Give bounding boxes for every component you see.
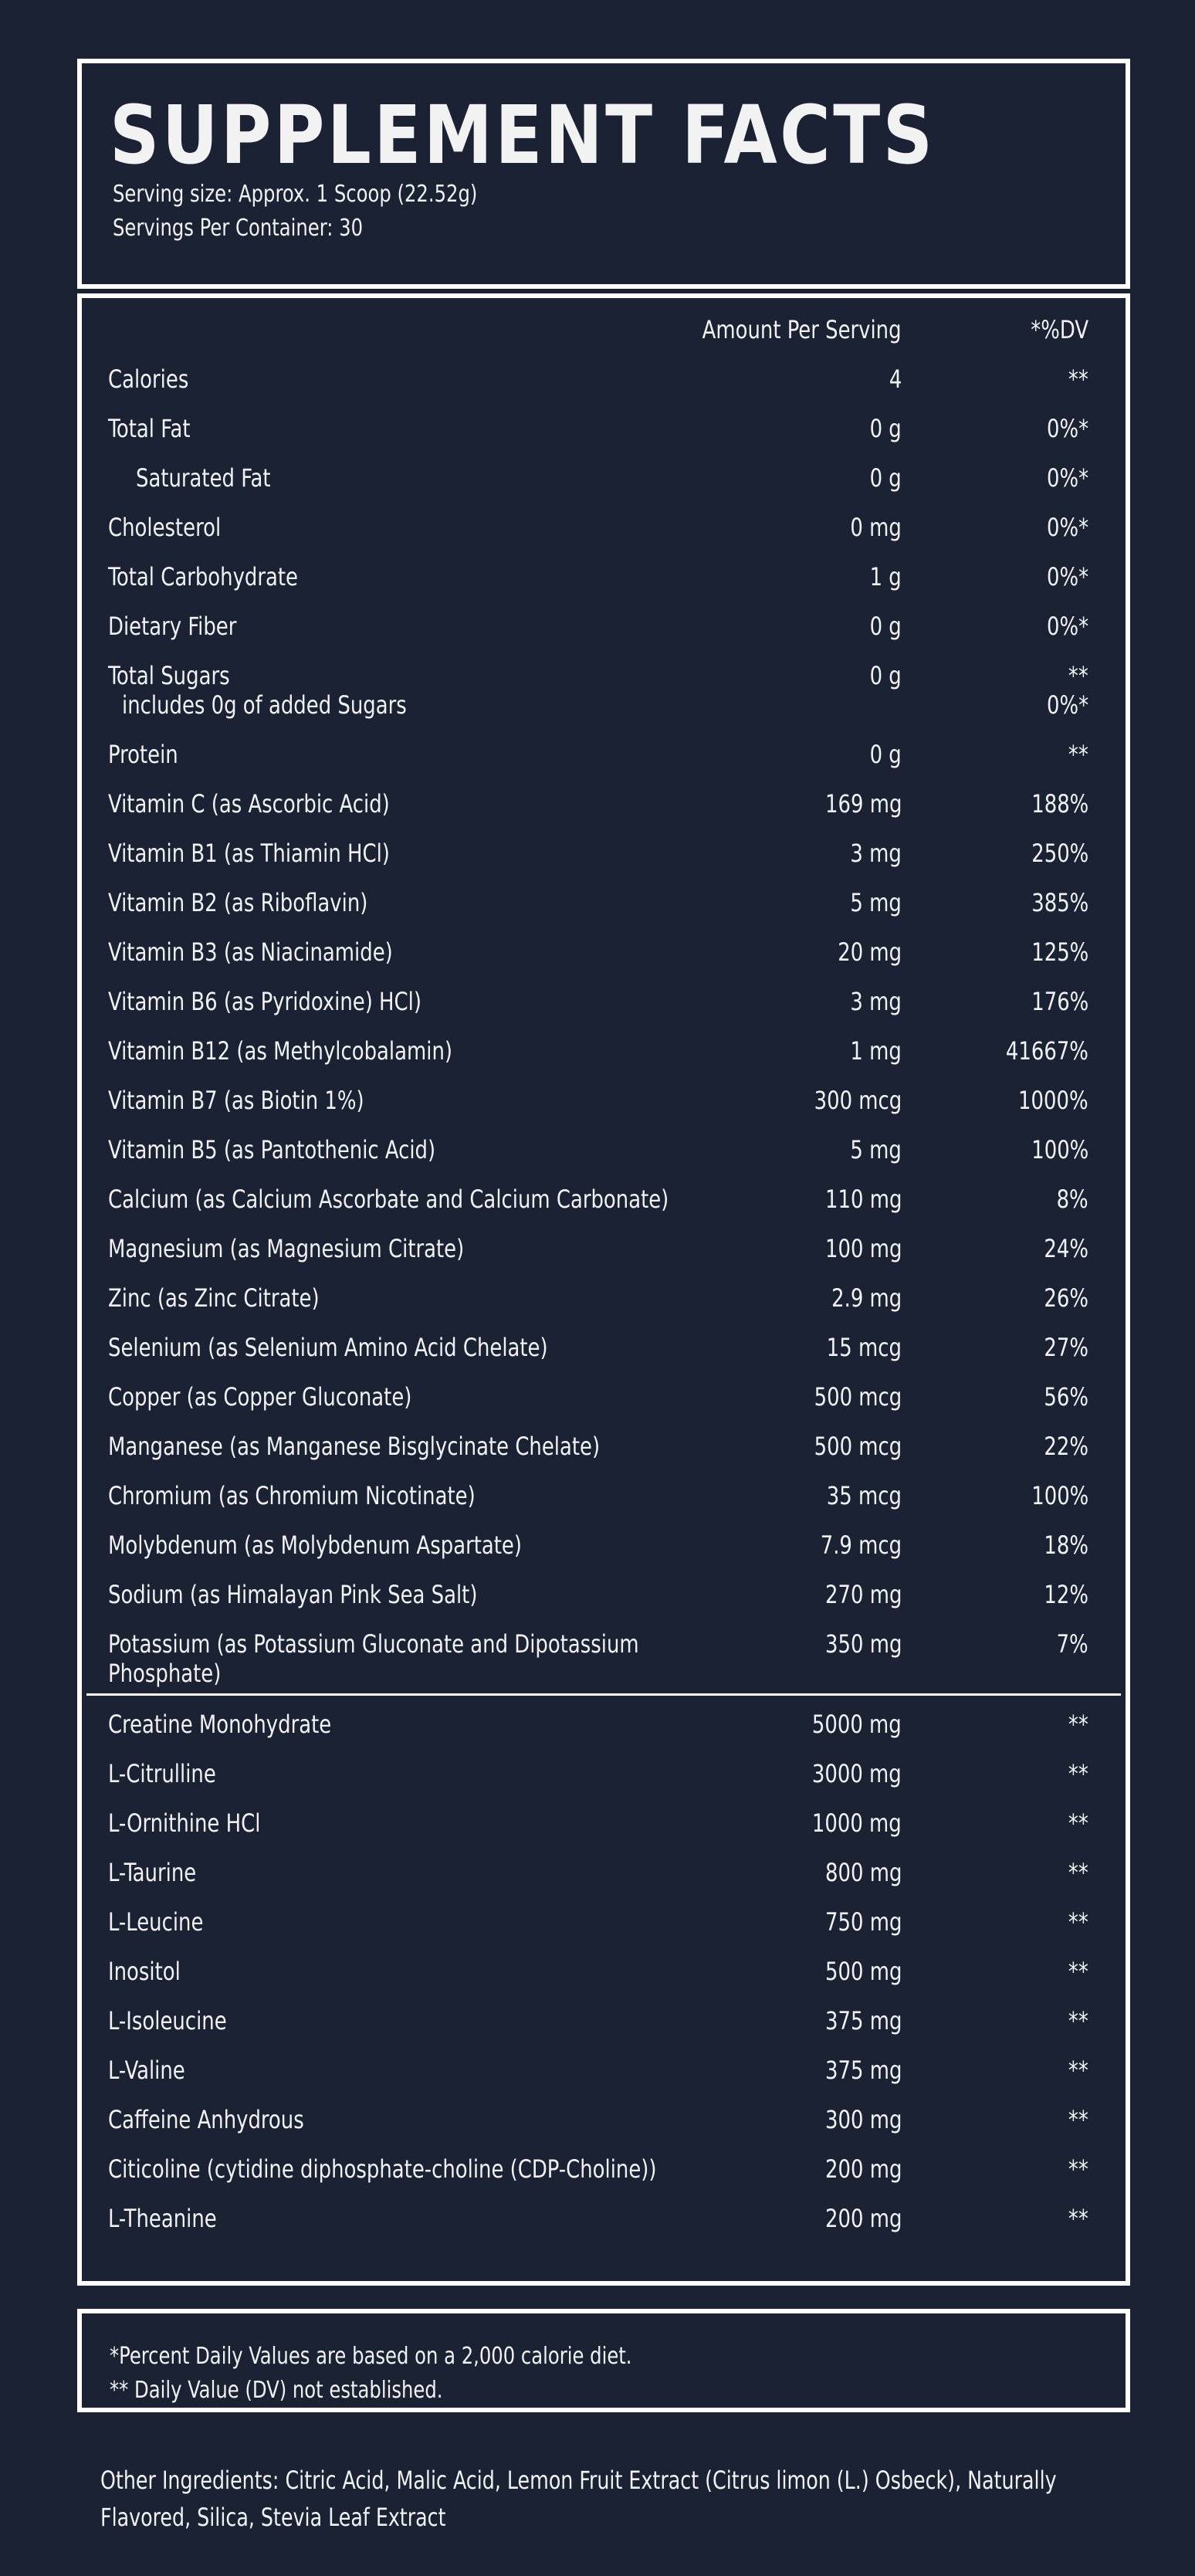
table-row — [86, 553, 1121, 598]
nutrient-name: Vitamin B12 (as Methylcobalamin) — [108, 1036, 452, 1066]
nutrient-dv: ** — [1068, 1808, 1088, 1838]
nutrient-dv: 0%* — [1046, 414, 1088, 443]
other-ingredients-line-2: Flavored, Silica, Stevia Leaf Extract — [100, 2503, 446, 2532]
nutrient-name: L-Isoleucine — [108, 2006, 227, 2035]
nutrient-dv: ** — [1068, 661, 1088, 690]
nutrient-dv: ** — [1068, 740, 1088, 769]
nutrient-amount: 0 g — [869, 661, 902, 690]
nutrient-name: Inositol — [108, 1957, 181, 1986]
nutrient-dv: 100% — [1031, 1135, 1088, 1164]
table-row — [86, 1225, 1121, 1269]
nutrient-dv: 1000% — [1018, 1086, 1088, 1115]
table-row — [86, 1422, 1121, 1467]
nutrient-dv: ** — [1068, 1710, 1088, 1739]
nutrient-name: Cholesterol — [108, 513, 222, 542]
nutrient-amount: 0 g — [869, 612, 902, 641]
nutrient-dv: 24% — [1044, 1234, 1088, 1263]
table-row — [86, 1799, 1121, 1844]
nutrient-name: L-Taurine — [108, 1858, 197, 1887]
nutrient-name: Dietary Fiber — [108, 612, 237, 641]
nutrient-dv: 27% — [1044, 1333, 1088, 1362]
table-row — [86, 1849, 1121, 1893]
nutrient-name: Vitamin B2 (as Riboflavin) — [108, 888, 368, 917]
nutrient-name: Protein — [108, 740, 178, 769]
nutrient-amount: 1 g — [869, 562, 902, 591]
nutrient-amount: 3 mg — [850, 987, 902, 1016]
footnote-daily-values: *Percent Daily Values are based on a 2,000 calorie diet. — [110, 2343, 632, 2370]
table-row — [86, 1997, 1121, 2042]
nutrient-name: Zinc (as Zinc Citrate) — [108, 1283, 320, 1313]
other-ingredients-line-1: Other Ingredients: Citric Acid, Malic Acid, Lemon Fruit Extract (Citrus limon (L.) Osbeck), Naturally — [100, 2466, 1057, 2495]
nutrient-amount: 300 mg — [824, 2105, 902, 2134]
nutrient-rows — [82, 355, 1126, 2239]
nutrient-dv: 250% — [1031, 839, 1088, 868]
nutrient-amount: 169 mg — [824, 789, 902, 819]
nutrient-amount: 20 mg — [838, 937, 902, 967]
nutrient-dv: 385% — [1031, 888, 1088, 917]
column-header-dv: *%DV — [1031, 315, 1088, 344]
nutrient-amount: 1 mg — [850, 1036, 902, 1066]
nutrient-name: Vitamin C (as Ascorbic Acid) — [108, 789, 390, 819]
other-ingredients — [100, 2462, 1181, 2536]
nutrient-name: Vitamin B6 (as Pyridoxine) HCl) — [108, 987, 421, 1016]
nutrient-amount: 375 mg — [824, 2006, 902, 2035]
table-row — [86, 2046, 1121, 2091]
table-row — [86, 2195, 1121, 2239]
nutrient-name: Sodium (as Himalayan Pink Sea Salt) — [108, 1580, 478, 1609]
table-row — [86, 1898, 1121, 1943]
nutrient-dv: ** — [1068, 1759, 1088, 1788]
nutrient-amount: 200 mg — [824, 2154, 902, 2184]
servings-per-container: Servings Per Container: 30 — [113, 215, 364, 242]
table-row — [86, 503, 1121, 548]
nutrient-dv: ** — [1068, 1907, 1088, 1937]
nutrient-name: Molybdenum (as Molybdenum Aspartate) — [108, 1530, 522, 1560]
nutrient-dv: ** — [1068, 2006, 1088, 2035]
nutrient-amount: 5 mg — [850, 888, 902, 917]
table-row — [86, 1027, 1121, 1072]
nutrient-name: L-Ornithine HCl — [108, 1808, 261, 1838]
nutrient-name: Vitamin B1 (as Thiamin HCl) — [108, 839, 390, 868]
nutrient-dv: 22% — [1044, 1432, 1088, 1461]
nutrient-amount: 350 mg — [824, 1629, 902, 1659]
nutrient-amount: 750 mg — [824, 1907, 902, 1937]
nutrient-amount: 4 — [889, 364, 902, 394]
table-row — [86, 454, 1121, 499]
nutrient-dv: 0%* — [1046, 513, 1088, 542]
nutrient-amount: 5 mg — [850, 1135, 902, 1164]
nutrient-name-continued: Phosphate) — [108, 1659, 222, 1688]
table-row — [86, 602, 1121, 647]
nutrient-name: Selenium (as Selenium Amino Acid Chelate) — [108, 1333, 548, 1362]
table-row — [86, 405, 1121, 449]
table-row — [86, 1175, 1121, 1220]
nutrient-name: L-Valine — [108, 2056, 185, 2085]
nutrient-name: Citicoline (cytidine diphosphate-choline (CDP-Choline)) — [108, 2154, 657, 2184]
table-row — [86, 1750, 1121, 1795]
serving-size: Serving size: Approx. 1 Scoop (22.52g) — [113, 181, 478, 208]
nutrient-table — [77, 293, 1130, 2286]
nutrient-name: Total Sugars — [108, 661, 230, 690]
nutrient-name: Vitamin B3 (as Niacinamide) — [108, 937, 393, 967]
nutrient-amount: 100 mg — [824, 1234, 902, 1263]
table-row — [86, 1472, 1121, 1517]
nutrient-dv: 18% — [1044, 1530, 1088, 1560]
table-row — [86, 1076, 1121, 1121]
nutrient-dv: 188% — [1031, 789, 1088, 819]
nutrient-dv: 41667% — [1005, 1036, 1088, 1066]
nutrient-amount: 35 mcg — [826, 1481, 902, 1510]
nutrient-dv: ** — [1068, 364, 1088, 394]
nutrient-amount: 500 mcg — [814, 1432, 902, 1461]
nutrient-dv: 26% — [1044, 1283, 1088, 1313]
table-row — [86, 2096, 1121, 2140]
nutrient-name: Caffeine Anhydrous — [108, 2105, 304, 2134]
nutrient-amount: 3000 mg — [812, 1759, 902, 1788]
table-row — [86, 928, 1121, 973]
nutrient-dv: ** — [1068, 1858, 1088, 1887]
nutrient-dv: ** — [1068, 2154, 1088, 2184]
nutrient-name: Total Carbohydrate — [108, 562, 298, 591]
nutrient-name: L-Citrulline — [108, 1759, 216, 1788]
nutrient-name: Total Fat — [108, 414, 191, 443]
nutrient-subline-dv: 0%* — [1046, 690, 1088, 720]
nutrient-amount: 1000 mg — [812, 1808, 902, 1838]
nutrient-amount: 200 mg — [824, 2204, 902, 2233]
table-row — [86, 1947, 1121, 1992]
nutrient-dv: 7% — [1056, 1629, 1088, 1659]
nutrient-amount: 800 mg — [824, 1858, 902, 1887]
table-row — [86, 1324, 1121, 1368]
table-row — [86, 978, 1121, 1022]
nutrient-name: Potassium (as Potassium Gluconate and Dipotassium — [108, 1629, 639, 1659]
nutrient-name: Chromium (as Chromium Nicotinate) — [108, 1481, 476, 1510]
column-header-amount: Amount Per Serving — [702, 315, 902, 344]
table-row — [86, 780, 1121, 825]
nutrient-amount: 2.9 mg — [831, 1283, 902, 1313]
nutrient-name: L-Theanine — [108, 2204, 217, 2233]
table-row — [86, 1620, 1121, 1696]
nutrient-amount: 300 mcg — [814, 1086, 902, 1115]
nutrient-amount: 375 mg — [824, 2056, 902, 2085]
nutrient-name: Vitamin B5 (as Pantothenic Acid) — [108, 1135, 436, 1164]
table-row — [86, 879, 1121, 924]
nutrient-dv: 100% — [1031, 1481, 1088, 1510]
nutrient-amount: 5000 mg — [812, 1710, 902, 1739]
nutrient-amount: 0 mg — [850, 513, 902, 542]
table-header-row — [86, 304, 1121, 351]
table-row — [86, 1126, 1121, 1171]
nutrient-dv: 0%* — [1046, 463, 1088, 493]
nutrient-name: Vitamin B7 (as Biotin 1%) — [108, 1086, 364, 1115]
nutrient-amount: 0 g — [869, 463, 902, 493]
nutrient-name: Saturated Fat — [136, 463, 271, 493]
nutrient-amount: 500 mcg — [814, 1382, 902, 1412]
footnote-not-established: ** Daily Value (DV) not established. — [110, 2377, 443, 2404]
nutrient-amount: 0 g — [869, 414, 902, 443]
nutrient-amount: 270 mg — [824, 1580, 902, 1609]
nutrient-dv: 0%* — [1046, 612, 1088, 641]
table-row — [86, 1274, 1121, 1319]
nutrient-dv: ** — [1068, 2056, 1088, 2085]
table-row — [86, 355, 1121, 400]
table-row — [86, 1700, 1121, 1745]
nutrient-dv: ** — [1068, 1957, 1088, 1986]
nutrient-dv: 176% — [1031, 987, 1088, 1016]
nutrient-dv: 0%* — [1046, 562, 1088, 591]
table-row — [86, 2145, 1121, 2190]
nutrient-name: L-Leucine — [108, 1907, 204, 1937]
nutrient-dv: 125% — [1031, 937, 1088, 967]
nutrient-amount: 3 mg — [850, 839, 902, 868]
nutrient-subline: includes 0g of added Sugars — [122, 690, 407, 720]
table-row — [86, 730, 1121, 775]
nutrient-name: Calories — [108, 364, 189, 394]
nutrient-amount: 15 mcg — [826, 1333, 902, 1362]
table-row — [86, 829, 1121, 874]
nutrient-dv: 12% — [1044, 1580, 1088, 1609]
page-title: SUPPLEMENT FACTS — [110, 88, 936, 182]
nutrient-dv: 8% — [1056, 1185, 1088, 1214]
table-row — [86, 652, 1121, 726]
nutrient-amount: 500 mg — [824, 1957, 902, 1986]
nutrient-dv: ** — [1068, 2204, 1088, 2233]
nutrient-amount: 0 g — [869, 740, 902, 769]
supplement-facts-header — [77, 59, 1130, 289]
nutrient-name: Manganese (as Manganese Bisglycinate Chelate) — [108, 1432, 601, 1461]
table-row — [86, 1571, 1121, 1615]
nutrient-name: Copper (as Copper Gluconate) — [108, 1382, 412, 1412]
footnote-panel — [77, 2309, 1130, 2412]
nutrient-dv: 56% — [1044, 1382, 1088, 1412]
nutrient-name: Creatine Monohydrate — [108, 1710, 332, 1739]
nutrient-amount: 7.9 mcg — [820, 1530, 902, 1560]
table-row — [86, 1373, 1121, 1418]
nutrient-name: Calcium (as Calcium Ascorbate and Calcium Carbonate) — [108, 1185, 669, 1214]
nutrient-amount: 110 mg — [824, 1185, 902, 1214]
nutrient-name: Magnesium (as Magnesium Citrate) — [108, 1234, 465, 1263]
nutrient-dv: ** — [1068, 2105, 1088, 2134]
table-row — [86, 1521, 1121, 1566]
